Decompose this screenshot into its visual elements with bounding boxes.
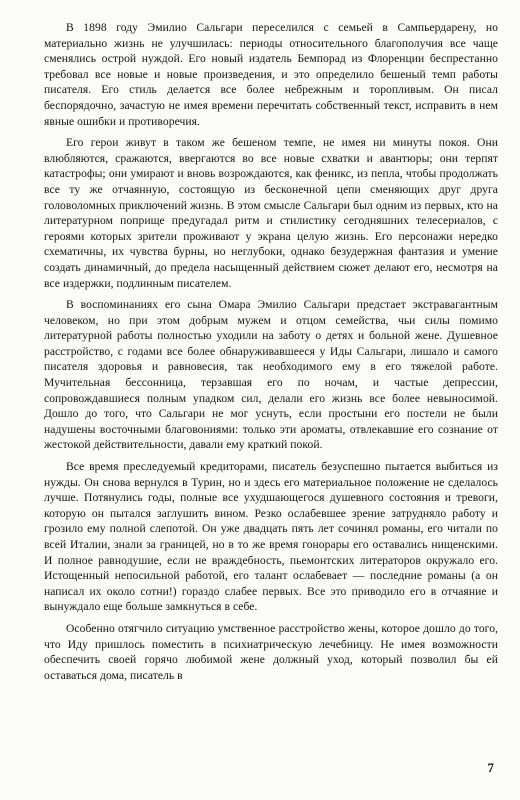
text-column	[44, 20, 498, 689]
paragraph-3: В воспоминаниях его сына Омара Эмилио Сальгари предстает экстравагантным человеком, но при этом добрым мужем и отцом семейства, чьи силы помимо литературной работы полностью уходили на заботу о детях и больной жене. Душевное расстройство, с годами все более обнаруживавшееся у Иды Сальгари, лишало и самого писателя здоровья и равновесия, так необходимого ему в его тяжелой работе. Мучительная бессонница, терзавшая его по ночам, и частые депрессии, сопровождавшиеся полным упадком сил, делали его жизнь все более невыносимой. Дошло до того, что Сальгари не мог уснуть, если простыни его постели не были надушены восточными благовониями: только эти ароматы, отвлекавшие его сознание от жестокой действительности, давали ему краткий покой.	[44, 298, 498, 452]
paragraph-2: Его герои живут в таком же бешеном темпе, не имея ни минуты покоя. Они влюбляются, сражаются, ввергаются во все новые схватки и авантюры; они терпят катастрофы; они умирают и вновь возрождаются, как феникс, из пепла, чтобы продолжать все ту же отчаянную, состоящую из бесконечной цепи сменяющих друг друга головоломных приключений жизнь. В этом смысле Сальгари был одним из первых, кто на литературном поприще предугадал ритм и стилистику сегодняшних телесериалов, с героями которых зрители проживают у экрана целую жизнь. Его персонажи нередко схематичны, их чувства бурны, но неглубоки, однако безудержная фантазия и умение создать динамичный, до предела насыщенный действием сюжет делают его, несмотря на все издержки, подлинным писателем.	[44, 136, 498, 290]
page-number: 7	[487, 760, 494, 775]
paragraph-5: Особенно отягчило ситуацию умственное расстройство жены, которое дошло до того, что Иду пришлось поместить в психиатрическую лечебницу. Не имея возможности обеспечить своей горячо любимой жене должный уход, который позволил бы ей оставаться дома, писатель в	[44, 621, 498, 682]
paragraph-1: В 1898 году Эмилио Сальгари переселился с семьей в Сампьердарену, но материально жизнь не улучшилась: периоды относительного благополучия все чаще сменялись острой нуждой. Его новый издатель Бемпорад из Флоренции беспрестанно требовал все новые и новые произведения, и это определило бешеный темп работы писателя. Его стиль делается все более небрежным и торопливым. Он писал беспорядочно, зачастую не имея времени перечитать собственный текст, исправить в нем явные ошибки и противоречия.	[44, 21, 498, 128]
paragraph-4: Все время преследуемый кредиторами, писатель безуспешно пытается выбиться из нужды. Он снова вернулся в Турин, но и здесь его материальное положение не сделалось лучше. Потянулись годы, полные все ухудшающегося душевного состояния и тревоги, которую он пытался заглушить вином. Резко ослабевшее зрение затрудняло работу и грозило ему полной слепотой. Он уже двадцать пять лет сочинял романы, его читали по всей Италии, знали за границей, но в то же время гонорары его оставались нищенскими. И полное равнодушие, если не враждебность, пьемонтских литераторов окружало его. Истощенный непосильной работой, его талант ослабевает — последние романы (а он написал их около сотни!) гораздо слабее первых. Все это приводило его в отчаяние и вынуждало еще больше замкнуться в себе.	[44, 460, 498, 614]
